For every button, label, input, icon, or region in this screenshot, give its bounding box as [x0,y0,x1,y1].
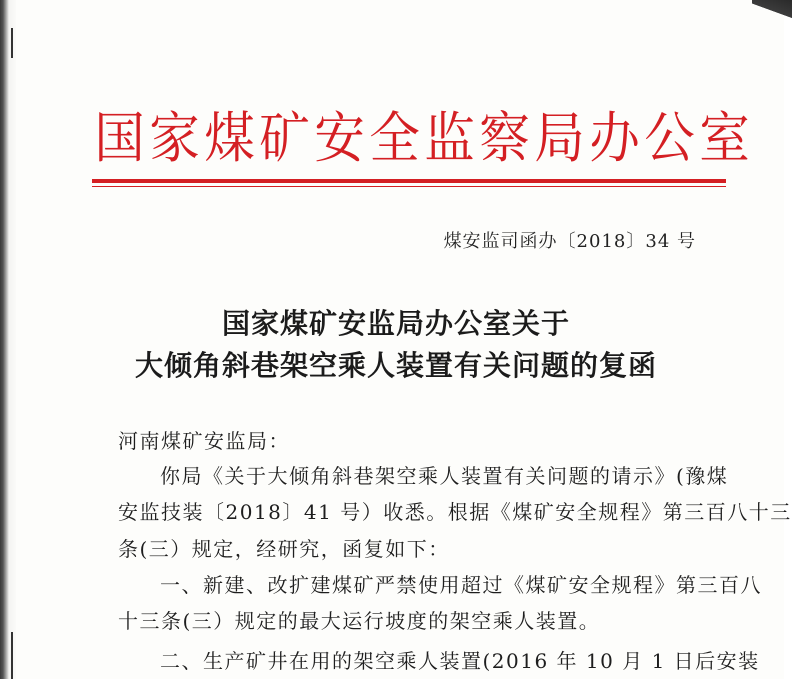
masthead-char: 办 [589,105,640,170]
document-number: 煤安监司函办〔2018〕34 号 [443,231,696,252]
corner-shadow [752,0,792,18]
body-line: 安监技装〔2018〕41 号）收悉。根据《煤矿安全规程》第三百八十三 [118,500,792,524]
masthead-char: 矿 [259,105,310,170]
masthead-organization [92,102,750,174]
masthead-char: 煤 [204,105,255,170]
body-line: 你局《关于大倾角斜巷架空乘人装置有关问题的请示》(豫煤 [160,464,729,488]
masthead-char: 国 [94,105,145,170]
body-line: 二、生产矿井在用的架空乘人装置(2016 年 10 月 1 日后安装 [160,649,760,673]
salutation: 河南煤矿安监局： [118,429,290,453]
document-title-line-2: 大倾角斜巷架空乘人装置有关问题的复函 [134,349,657,382]
document-title-line-1: 国家煤矿安监局办公室关于 [221,307,570,340]
masthead-char: 局 [534,105,585,170]
body-line: 一、新建、改扩建煤矿严禁使用超过《煤矿安全规程》第三百八 [160,573,762,597]
masthead-char: 家 [149,105,200,170]
margin-mark-bottom [11,632,13,679]
body-line: 条(三）规定，经研究，函复如下： [118,537,450,561]
body-line: 十三条(三）规定的最大运行坡度的架空乘人装置。 [118,609,601,633]
margin-mark-top [11,28,13,58]
masthead-char: 全 [369,105,420,170]
masthead-char: 监 [424,105,475,170]
masthead-char: 室 [699,105,750,170]
masthead-char: 安 [314,105,365,170]
masthead-char: 察 [479,105,530,170]
masthead-rule-thick [92,179,726,183]
masthead-char: 公 [644,105,695,170]
masthead-rule-thin [92,186,726,187]
